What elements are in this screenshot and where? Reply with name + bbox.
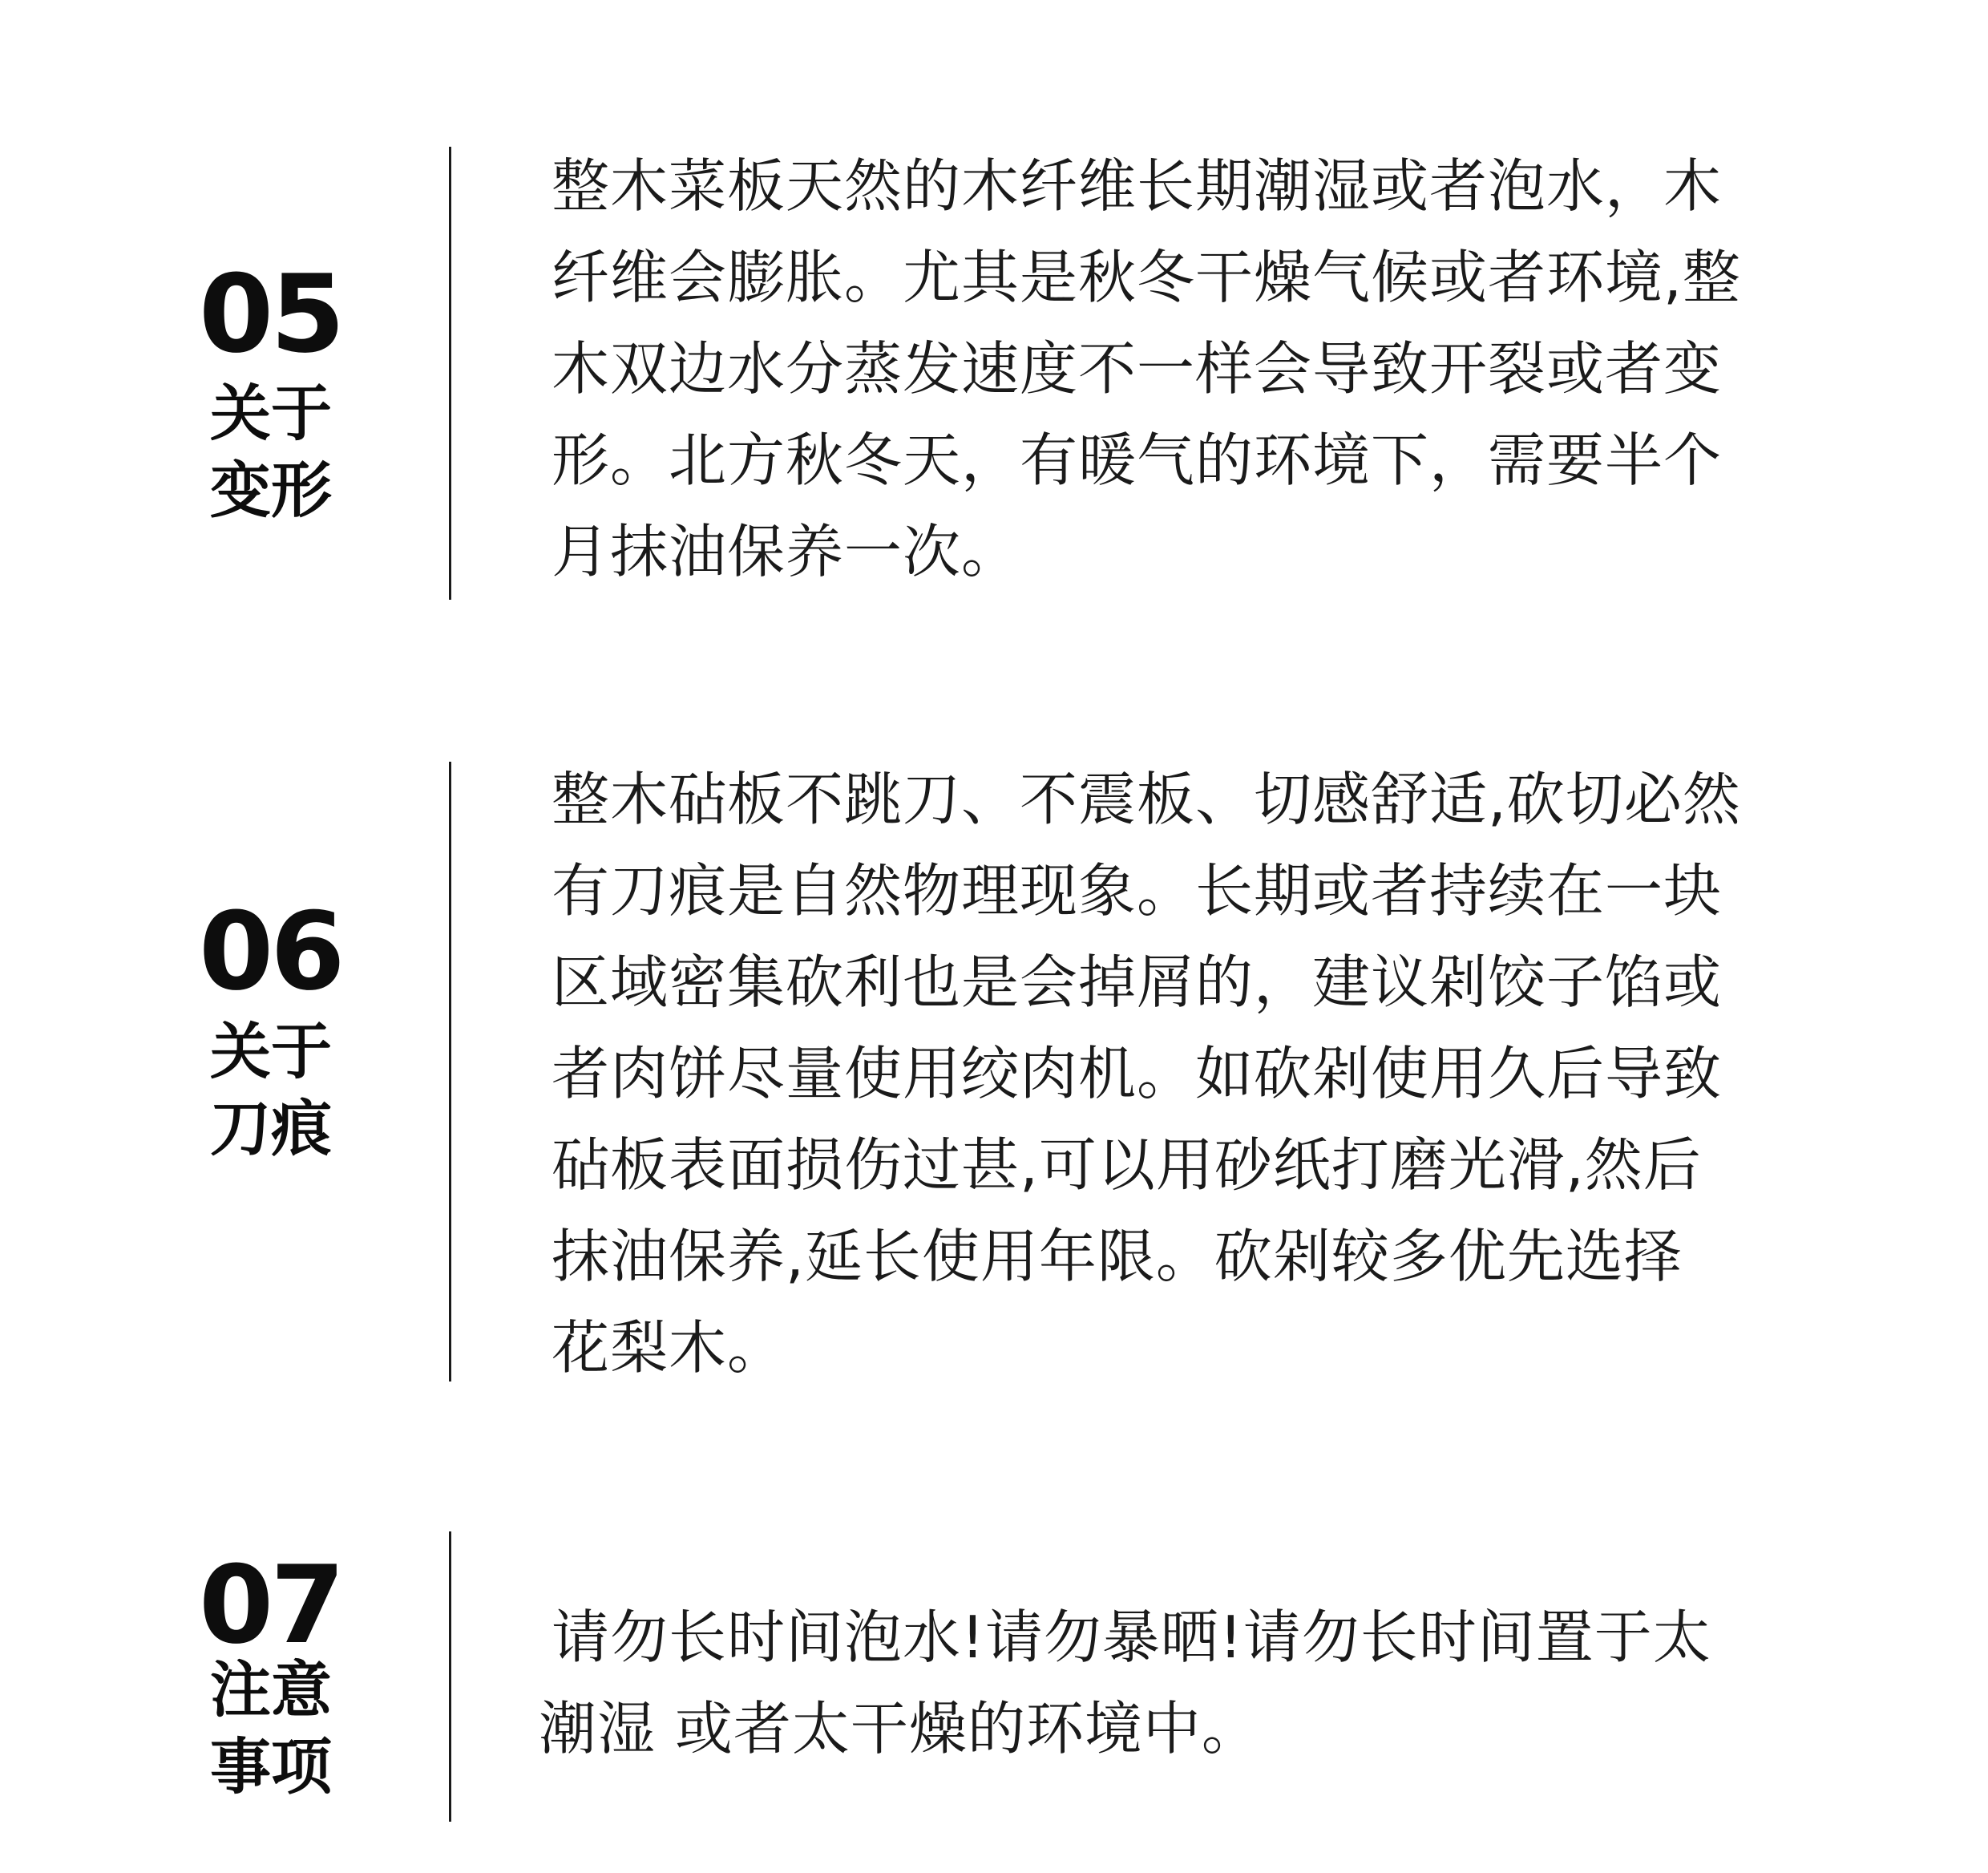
- section-number: 05: [199, 252, 342, 377]
- section-title-line: 事项: [210, 1731, 332, 1802]
- section-number: 06: [199, 889, 342, 1014]
- body-line: 纤维会膨胀。尤其是秋冬干燥气候或者环境,整: [552, 244, 1741, 311]
- section-title-line: 关于: [210, 1016, 332, 1087]
- section-title-line: 刀痕: [210, 1093, 332, 1164]
- body-line: 区域密集砍利也是会掉屑的，建议剁饺子馅或: [552, 949, 1723, 1016]
- body-line: 花梨木。: [552, 1314, 786, 1381]
- body-line: 抹油保养,延长使用年限。砍剁较多优先选择: [552, 1223, 1683, 1290]
- body-line: 潮湿 或者太干燥的环境中。: [539, 1695, 1260, 1762]
- body-line: 月抹油保养一次。: [552, 518, 1020, 585]
- body-line: 有刀痕是自然物理现象。长期或者持续在一块: [552, 857, 1723, 924]
- body-line: 木双边水分蒸发速度不一样会导致开裂或者变: [552, 335, 1723, 403]
- section-title: [210, 375, 346, 529]
- body-line: 砧板表面损伤过甚,可以用砂纸打磨光滑,然后: [552, 1131, 1702, 1199]
- section-divider: [449, 762, 451, 1381]
- section-body: [539, 1592, 1821, 1774]
- section-body: [552, 140, 1834, 597]
- section-body: [552, 754, 1834, 1394]
- body-line: 者肉饼尽量使用绞肉机。如砍剁使用久后导致: [552, 1040, 1723, 1107]
- section-title-line: 关于: [210, 378, 332, 449]
- body-line: 形。北方秋冬天，有暖气的环境下，需要半个: [552, 427, 1723, 494]
- section-title: [210, 1652, 346, 1806]
- body-line: 整木菜板天然的木纤维长期潮湿或者泡水，木: [552, 152, 1723, 220]
- section-title-line: 注意: [210, 1654, 332, 1725]
- section-divider: [449, 147, 451, 600]
- section-divider: [449, 1531, 451, 1822]
- section-title-line: 变形: [210, 455, 332, 526]
- body-line: 请勿长时间泡水!请勿暴晒!请勿长时间置于太: [552, 1604, 1711, 1671]
- body-line: 整木砧板不跳刀、不震板、切感舒适,砍切必然: [552, 766, 1741, 833]
- section-number: 07: [199, 1543, 342, 1668]
- section-title: [210, 1013, 346, 1167]
